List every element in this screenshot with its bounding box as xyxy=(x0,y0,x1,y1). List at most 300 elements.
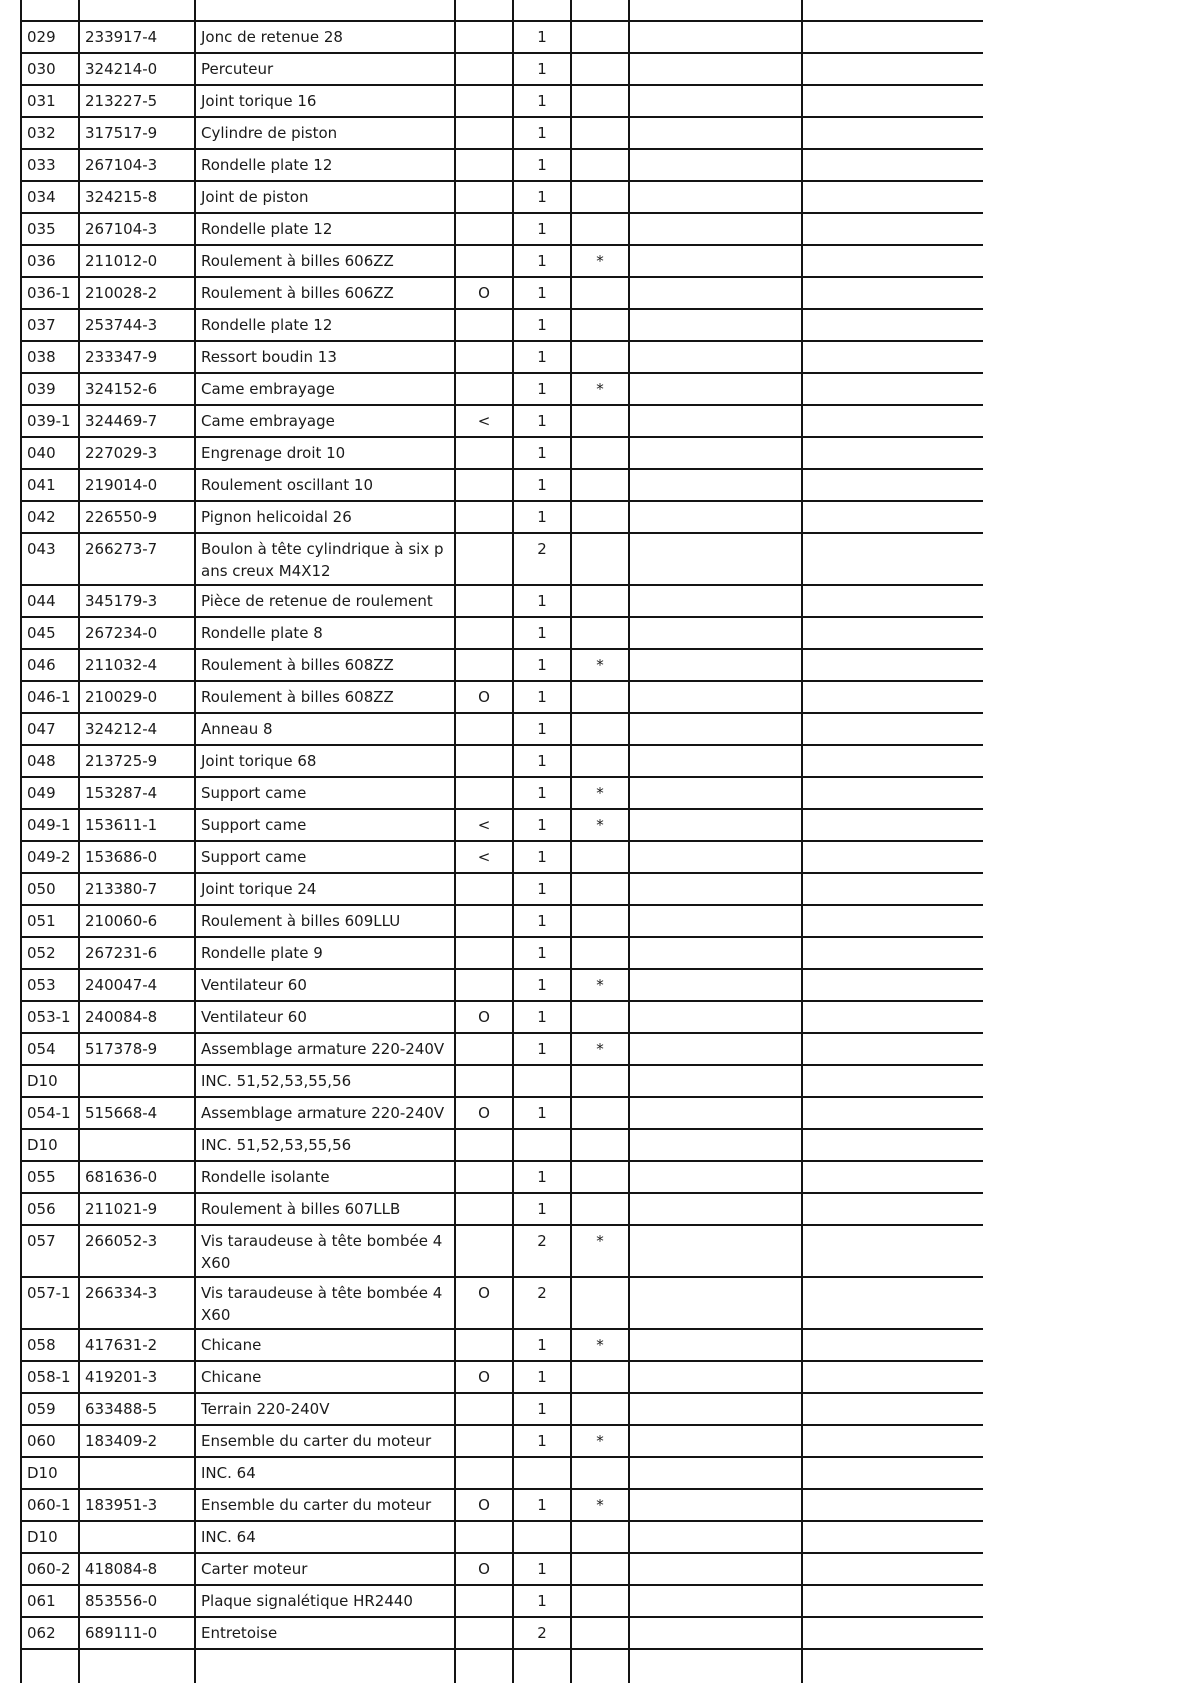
cell-note xyxy=(455,501,513,533)
cell-mark xyxy=(571,1193,629,1225)
cell-part-no: 210028-2 xyxy=(79,277,195,309)
cell-note: < xyxy=(455,809,513,841)
cell-mark xyxy=(571,1161,629,1193)
cell-item-no: 049 xyxy=(21,777,79,809)
cell-mark xyxy=(571,1001,629,1033)
table-row xyxy=(21,53,983,85)
table-row xyxy=(21,277,983,309)
cell-qty: 1 xyxy=(513,1361,571,1393)
cell-description: Roulement oscillant 10 xyxy=(195,469,455,501)
cell-note: O xyxy=(455,681,513,713)
cell-col-8 xyxy=(802,501,983,533)
cell-mark: * xyxy=(571,1425,629,1457)
cell-col-7 xyxy=(629,873,802,905)
cell-note xyxy=(455,437,513,469)
cell-description: Joint torique 68 xyxy=(195,745,455,777)
cell-description: Terrain 220-240V xyxy=(195,1393,455,1425)
cell-col-8 xyxy=(802,309,983,341)
cell-col-7 xyxy=(629,21,802,53)
cell-note xyxy=(455,777,513,809)
cell-description: Roulement à billes 608ZZ xyxy=(195,681,455,713)
cell-mark: * xyxy=(571,1033,629,1065)
cell-col-8 xyxy=(802,585,983,617)
cell-part-no: 324469-7 xyxy=(79,405,195,437)
cell-note: O xyxy=(455,1489,513,1521)
cell-part-no: 211032-4 xyxy=(79,649,195,681)
cell-item-no: 037 xyxy=(21,309,79,341)
cell-part-no: 267104-3 xyxy=(79,213,195,245)
cell-col-8 xyxy=(802,649,983,681)
cell-part-no: 267104-3 xyxy=(79,149,195,181)
cell-col-7 xyxy=(629,309,802,341)
cell-qty: 1 xyxy=(513,1489,571,1521)
table-row xyxy=(21,1361,983,1393)
cell-col-7 xyxy=(629,1553,802,1585)
table-row xyxy=(21,1521,983,1553)
cell-qty: 2 xyxy=(513,533,571,585)
cell-qty: 1 xyxy=(513,213,571,245)
cell-col-7 xyxy=(629,1585,802,1617)
cell-description: Support came xyxy=(195,841,455,873)
cell-part-no: 266052-3 xyxy=(79,1225,195,1277)
cell-qty: 2 xyxy=(513,1617,571,1649)
cell-description: Joint de piston xyxy=(195,181,455,213)
cell-col-7 xyxy=(629,1193,802,1225)
cell-note xyxy=(455,905,513,937)
cell-qty xyxy=(513,1521,571,1553)
cell-col-7 xyxy=(629,213,802,245)
cell-col-7 xyxy=(629,713,802,745)
cell-description: INC. 51,52,53,55,56 xyxy=(195,1129,455,1161)
table-row xyxy=(21,213,983,245)
cell-note xyxy=(455,373,513,405)
cell-col-7 xyxy=(629,117,802,149)
cell-qty: 1 xyxy=(513,777,571,809)
cell-col-7 xyxy=(629,1161,802,1193)
cell-item-no: 054-1 xyxy=(21,1097,79,1129)
cell-note xyxy=(455,1161,513,1193)
cell-description: Joint torique 24 xyxy=(195,873,455,905)
cell-mark xyxy=(571,1617,629,1649)
cell-qty: 1 xyxy=(513,1193,571,1225)
cell-description: Roulement à billes 607LLB xyxy=(195,1193,455,1225)
cell-qty: 1 xyxy=(513,21,571,53)
cell-mark: * xyxy=(571,1489,629,1521)
cell-mark xyxy=(571,745,629,777)
cell-mark xyxy=(571,21,629,53)
cell-qty xyxy=(513,1457,571,1489)
cell-qty: 1 xyxy=(513,1425,571,1457)
cell-col-8 xyxy=(802,1329,983,1361)
cell-description: Chicane xyxy=(195,1329,455,1361)
cell-part-no: 267231-6 xyxy=(79,937,195,969)
cell-item-no: 046-1 xyxy=(21,681,79,713)
cell-part-no: 324214-0 xyxy=(79,53,195,85)
cell-col-7 xyxy=(629,373,802,405)
cell-col-8 xyxy=(802,1553,983,1585)
table-row xyxy=(21,117,983,149)
table-row xyxy=(21,1617,983,1649)
cell-mark xyxy=(571,437,629,469)
cell-item-no: D10 xyxy=(21,1129,79,1161)
cell-item-no: 029 xyxy=(21,21,79,53)
cell-note xyxy=(455,1585,513,1617)
cell-note xyxy=(455,1521,513,1553)
cell-col-7 xyxy=(629,1617,802,1649)
cell-item-no: 042 xyxy=(21,501,79,533)
cell-part-no: 853556-0 xyxy=(79,1585,195,1617)
cell-part-no xyxy=(79,1129,195,1161)
cell-item-no: 057-1 xyxy=(21,1277,79,1329)
cell-mark xyxy=(571,1065,629,1097)
cell-col-8 xyxy=(802,905,983,937)
cell-item-no: 030 xyxy=(21,53,79,85)
cell-note xyxy=(455,969,513,1001)
cell-item-no: 038 xyxy=(21,341,79,373)
table-row xyxy=(21,937,983,969)
table-row xyxy=(21,1393,983,1425)
cell-note xyxy=(455,1225,513,1277)
table-row xyxy=(21,1161,983,1193)
cell-item-no: 060-2 xyxy=(21,1553,79,1585)
cell-col-7 xyxy=(629,937,802,969)
table-row xyxy=(21,437,983,469)
cell-description: Came embrayage xyxy=(195,405,455,437)
table-row xyxy=(21,649,983,681)
cell-part-no: 345179-3 xyxy=(79,585,195,617)
table-row xyxy=(21,617,983,649)
cell-part-no: 153611-1 xyxy=(79,809,195,841)
cell-col-8 xyxy=(802,1489,983,1521)
cell-col-8 xyxy=(802,969,983,1001)
cell-mark xyxy=(571,53,629,85)
cell-qty: 1 xyxy=(513,1097,571,1129)
table-row xyxy=(21,341,983,373)
cell-item-no: 047 xyxy=(21,713,79,745)
cell-col-7 xyxy=(629,277,802,309)
cell-part-no: 515668-4 xyxy=(79,1097,195,1129)
cell-item-no: 033 xyxy=(21,149,79,181)
cell-note xyxy=(455,85,513,117)
cell-col-7 xyxy=(629,1521,802,1553)
cell-item-no: 053-1 xyxy=(21,1001,79,1033)
cell-col-8 xyxy=(802,533,983,585)
cell-col-7 xyxy=(629,617,802,649)
cell-col-7 xyxy=(629,341,802,373)
cell-note: O xyxy=(455,1001,513,1033)
cell-description: Rondelle plate 9 xyxy=(195,937,455,969)
cell-description: Jonc de retenue 28 xyxy=(195,21,455,53)
cell-col-8 xyxy=(802,1001,983,1033)
cell-qty: 1 xyxy=(513,1553,571,1585)
table-row xyxy=(21,1425,983,1457)
table-row xyxy=(21,1097,983,1129)
cell-col-7 xyxy=(629,181,802,213)
cell-part-no: 418084-8 xyxy=(79,1553,195,1585)
table-row xyxy=(21,181,983,213)
cell-qty: 1 xyxy=(513,277,571,309)
table-row xyxy=(21,1457,983,1489)
cell-description: Support came xyxy=(195,809,455,841)
cell-col-8 xyxy=(802,469,983,501)
cell-col-7 xyxy=(629,649,802,681)
cell-mark xyxy=(571,309,629,341)
cell-note xyxy=(455,53,513,85)
cell-note xyxy=(455,585,513,617)
cell-col-8 xyxy=(802,841,983,873)
cell-col-8 xyxy=(802,373,983,405)
cell-col-8 xyxy=(802,1129,983,1161)
cell-note xyxy=(455,1033,513,1065)
cell-col-8 xyxy=(802,341,983,373)
cell-description: Assemblage armature 220-240V xyxy=(195,1097,455,1129)
cell-description: Roulement à billes 606ZZ xyxy=(195,245,455,277)
cell-item-no: 053 xyxy=(21,969,79,1001)
cell-qty: 1 xyxy=(513,405,571,437)
cell-part-no xyxy=(79,1521,195,1553)
cell-item-no: 039 xyxy=(21,373,79,405)
cell-mark xyxy=(571,341,629,373)
table-row xyxy=(21,85,983,117)
cell-part-no: 233347-9 xyxy=(79,341,195,373)
cell-col-7 xyxy=(629,53,802,85)
cell-note xyxy=(455,21,513,53)
cell-note xyxy=(455,341,513,373)
cell-item-no: 039-1 xyxy=(21,405,79,437)
cell-part-no: 226550-9 xyxy=(79,501,195,533)
cell-part-no: 153287-4 xyxy=(79,777,195,809)
cell-item-no: 055 xyxy=(21,1161,79,1193)
cell-col-8 xyxy=(802,1521,983,1553)
cell-note: O xyxy=(455,1277,513,1329)
cell-description: Rondelle plate 12 xyxy=(195,149,455,181)
table-row xyxy=(21,405,983,437)
table-row xyxy=(21,905,983,937)
cell-qty: 1 xyxy=(513,649,571,681)
cell-description: Boulon à tête cylindrique à six pans creux M4X12 xyxy=(195,533,455,585)
table-row xyxy=(21,777,983,809)
cell-note: < xyxy=(455,405,513,437)
table-row xyxy=(21,501,983,533)
cell-item-no: 059 xyxy=(21,1393,79,1425)
cell-description: Joint torique 16 xyxy=(195,85,455,117)
cell-mark xyxy=(571,713,629,745)
cell-item-no: D10 xyxy=(21,1521,79,1553)
cell-item-no: 051 xyxy=(21,905,79,937)
cell-mark xyxy=(571,1129,629,1161)
cell-part-no: 633488-5 xyxy=(79,1393,195,1425)
cell-col-7 xyxy=(629,533,802,585)
cell-note xyxy=(455,937,513,969)
cell-qty: 2 xyxy=(513,1225,571,1277)
cell-col-8 xyxy=(802,181,983,213)
cell-col-7 xyxy=(629,149,802,181)
cell-item-no: 043 xyxy=(21,533,79,585)
cell-description: Vis taraudeuse à tête bombée 4X60 xyxy=(195,1277,455,1329)
cell-mark xyxy=(571,937,629,969)
table-row xyxy=(21,969,983,1001)
cell-col-8 xyxy=(802,53,983,85)
cell-col-8 xyxy=(802,1425,983,1457)
cell-item-no: 032 xyxy=(21,117,79,149)
cell-item-no: 046 xyxy=(21,649,79,681)
table-row xyxy=(21,1277,983,1329)
cell-note xyxy=(455,873,513,905)
cell-mark: * xyxy=(571,809,629,841)
cell-col-7 xyxy=(629,841,802,873)
cell-col-8 xyxy=(802,437,983,469)
cell-description: INC. 64 xyxy=(195,1521,455,1553)
cell-qty: 1 xyxy=(513,681,571,713)
cell-description: Roulement à billes 606ZZ xyxy=(195,277,455,309)
cell-note xyxy=(455,1329,513,1361)
cell-mark xyxy=(571,533,629,585)
cell-qty: 1 xyxy=(513,85,571,117)
cell-mark: * xyxy=(571,1329,629,1361)
cell-qty: 1 xyxy=(513,585,571,617)
cell-col-7 xyxy=(629,1065,802,1097)
cell-qty: 2 xyxy=(513,1277,571,1329)
table-row xyxy=(21,585,983,617)
parts-table-body xyxy=(21,0,983,1683)
cell-qty: 1 xyxy=(513,117,571,149)
table-row xyxy=(21,1553,983,1585)
cell-note xyxy=(455,1193,513,1225)
cell-mark xyxy=(571,469,629,501)
cell-col-7 xyxy=(629,501,802,533)
cell-col-7 xyxy=(629,585,802,617)
cell-part-no: 324152-6 xyxy=(79,373,195,405)
cell-description: Pièce de retenue de roulement xyxy=(195,585,455,617)
cell-item-no: 052 xyxy=(21,937,79,969)
cell-col-8 xyxy=(802,1193,983,1225)
cell-qty: 1 xyxy=(513,1585,571,1617)
table-row xyxy=(21,469,983,501)
cell-mark xyxy=(571,585,629,617)
cell-col-8 xyxy=(802,1033,983,1065)
cell-col-8 xyxy=(802,1065,983,1097)
cell-part-no: 689111-0 xyxy=(79,1617,195,1649)
cell-item-no: 045 xyxy=(21,617,79,649)
table-row xyxy=(21,149,983,181)
parts-list-page xyxy=(20,0,983,1683)
cell-item-no: 061 xyxy=(21,1585,79,1617)
cell-mark xyxy=(571,117,629,149)
cell-col-7 xyxy=(629,405,802,437)
cell-mark: * xyxy=(571,969,629,1001)
cell-qty: 1 xyxy=(513,873,571,905)
cell-item-no: 060-1 xyxy=(21,1489,79,1521)
table-row xyxy=(21,1225,983,1277)
cell-description: Ressort boudin 13 xyxy=(195,341,455,373)
table-row xyxy=(21,245,983,277)
cell-part-no: 681636-0 xyxy=(79,1161,195,1193)
cell-description: Assemblage armature 220-240V xyxy=(195,1033,455,1065)
cell-description: Rondelle plate 12 xyxy=(195,309,455,341)
cell-note xyxy=(455,649,513,681)
table-row xyxy=(21,1129,983,1161)
cell-part-no xyxy=(79,1065,195,1097)
cell-description: Engrenage droit 10 xyxy=(195,437,455,469)
cell-item-no: D10 xyxy=(21,1065,79,1097)
cell-item-no: 062 xyxy=(21,1617,79,1649)
cell-part-no: 253744-3 xyxy=(79,309,195,341)
cell-col-8 xyxy=(802,1457,983,1489)
cell-mark xyxy=(571,1521,629,1553)
cell-qty: 1 xyxy=(513,841,571,873)
cell-part-no: 417631-2 xyxy=(79,1329,195,1361)
cell-note xyxy=(455,533,513,585)
cell-mark: * xyxy=(571,1225,629,1277)
cell-part-no: 183951-3 xyxy=(79,1489,195,1521)
cell-note xyxy=(455,181,513,213)
parts-table xyxy=(20,0,983,1683)
cell-qty: 1 xyxy=(513,469,571,501)
cell-part-no: 233917-4 xyxy=(79,21,195,53)
cell-description: Entretoise xyxy=(195,1617,455,1649)
cell-col-7 xyxy=(629,469,802,501)
cell-item-no: 040 xyxy=(21,437,79,469)
cell-part-no: 213227-5 xyxy=(79,85,195,117)
cell-qty: 1 xyxy=(513,1001,571,1033)
cell-part-no: 240047-4 xyxy=(79,969,195,1001)
cell-qty xyxy=(513,1065,571,1097)
table-row xyxy=(21,745,983,777)
cell-part-no: 267234-0 xyxy=(79,617,195,649)
cell-description: Ventilateur 60 xyxy=(195,969,455,1001)
cell-qty: 1 xyxy=(513,809,571,841)
cell-part-no: 324212-4 xyxy=(79,713,195,745)
cell-note: O xyxy=(455,277,513,309)
cell-note xyxy=(455,745,513,777)
cell-part-no: 227029-3 xyxy=(79,437,195,469)
table-row xyxy=(21,681,983,713)
cell-part-no: 211021-9 xyxy=(79,1193,195,1225)
cell-col-7 xyxy=(629,85,802,117)
table-top-edge xyxy=(21,0,983,21)
cell-qty: 1 xyxy=(513,341,571,373)
cell-note xyxy=(455,617,513,649)
table-row xyxy=(21,1585,983,1617)
cell-col-7 xyxy=(629,1277,802,1329)
cell-item-no: D10 xyxy=(21,1457,79,1489)
cell-note: O xyxy=(455,1097,513,1129)
cell-description: Anneau 8 xyxy=(195,713,455,745)
cell-note xyxy=(455,117,513,149)
cell-qty: 1 xyxy=(513,501,571,533)
cell-col-7 xyxy=(629,1489,802,1521)
cell-description: Carter moteur xyxy=(195,1553,455,1585)
cell-qty: 1 xyxy=(513,245,571,277)
cell-col-7 xyxy=(629,905,802,937)
cell-col-7 xyxy=(629,1361,802,1393)
cell-col-7 xyxy=(629,809,802,841)
cell-mark xyxy=(571,905,629,937)
cell-col-8 xyxy=(802,1361,983,1393)
cell-note: < xyxy=(455,841,513,873)
cell-col-7 xyxy=(629,1425,802,1457)
cell-item-no: 036-1 xyxy=(21,277,79,309)
cell-col-8 xyxy=(802,1277,983,1329)
cell-item-no: 031 xyxy=(21,85,79,117)
cell-col-7 xyxy=(629,1097,802,1129)
cell-col-7 xyxy=(629,1033,802,1065)
cell-mark xyxy=(571,1457,629,1489)
cell-col-8 xyxy=(802,1393,983,1425)
cell-note xyxy=(455,213,513,245)
cell-mark xyxy=(571,149,629,181)
cell-qty: 1 xyxy=(513,937,571,969)
